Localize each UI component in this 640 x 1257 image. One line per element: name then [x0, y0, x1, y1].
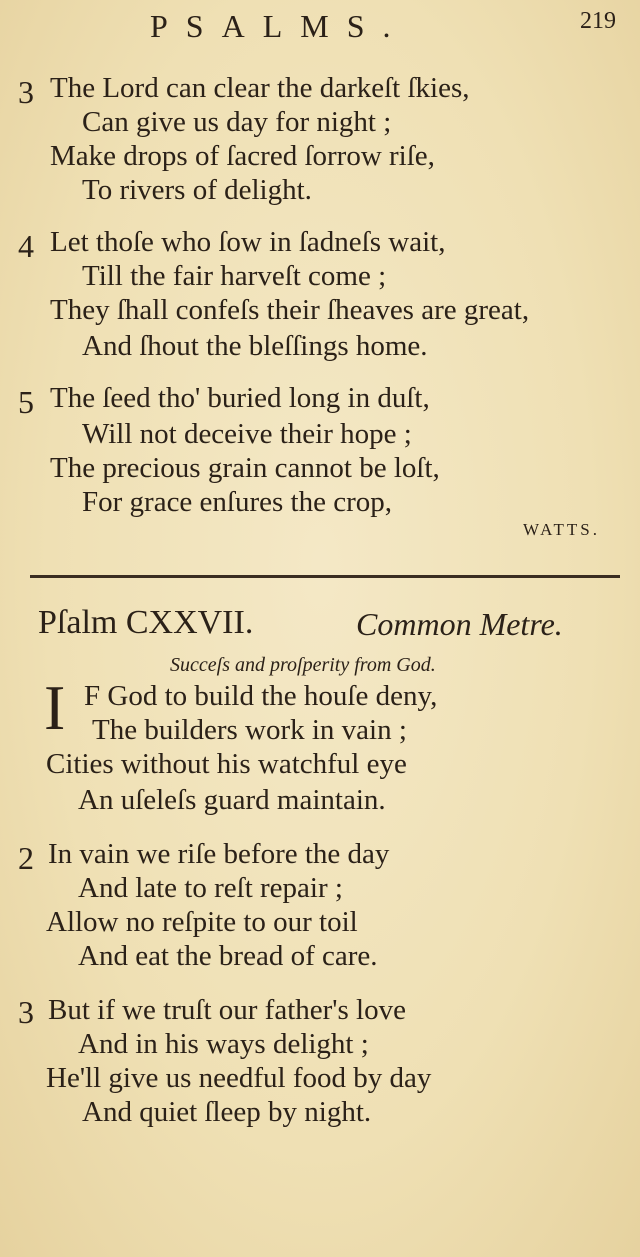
verse-line: F God to build the houſe deny, [84, 680, 438, 712]
verse-line: And quiet ſleep by night. [82, 1096, 372, 1128]
verse-line: They ſhall confeſs their ſheaves are great, [50, 294, 530, 326]
verse-line: And ſhout the bleſſings home. [82, 330, 428, 362]
metre-label: Common Metre. [356, 606, 563, 642]
verse-line: And in his ways delight ; [78, 1028, 369, 1060]
running-head: PSALMS. [150, 8, 409, 44]
stanza-number: 2 [18, 840, 34, 876]
verse-line: For grace enſures the crop, [82, 486, 393, 518]
psalm-title: Pſalm CXXVII. [38, 604, 254, 641]
verse-line: Will not deceive their hope ; [82, 418, 412, 450]
stanza-number: 3 [18, 74, 34, 110]
author-attribution: WATTS. [522, 520, 600, 539]
verse-line: The Lord can clear the darkeſt ſkies, [50, 72, 470, 104]
page-header [0, 4, 640, 48]
page-number: 219 [580, 8, 616, 34]
verse-line: Till the fair harveſt come ; [82, 260, 387, 292]
verse-line: An uſeleſs guard maintain. [78, 784, 386, 816]
verse-line: Let thoſe who ſow in ſadneſs wait, [50, 226, 446, 258]
psalm-subtitle: Succeſs and proſperity from God. [170, 654, 436, 676]
verse-line: He'll give us needful food by day [46, 1062, 432, 1094]
stanza-number: 3 [18, 994, 34, 1030]
verse-line: But if we truſt our father's love [48, 994, 406, 1026]
verse-line: Allow no reſpite to our toil [46, 906, 358, 938]
verse-line: In vain we riſe before the day [48, 838, 390, 870]
verse-line: Can give us day for night ; [82, 106, 392, 138]
verse-line: The builders work in vain ; [92, 714, 407, 746]
verse-line: And late to reſt repair ; [78, 872, 343, 904]
verse-line: The ſeed tho' buried long in duſt, [50, 382, 430, 414]
verse-line: The precious grain cannot be loſt, [50, 452, 440, 484]
stanza-number: 4 [18, 228, 34, 264]
verse-line: To rivers of delight. [82, 174, 312, 206]
stanza-number: 5 [18, 384, 34, 420]
section-divider [30, 575, 620, 578]
verse-line: And eat the bread of care. [78, 940, 378, 972]
drop-cap: I [44, 672, 66, 743]
verse-line: Cities without his watchful eye [46, 748, 407, 780]
verse-line: Make drops of ſacred ſorrow riſe, [50, 140, 435, 172]
